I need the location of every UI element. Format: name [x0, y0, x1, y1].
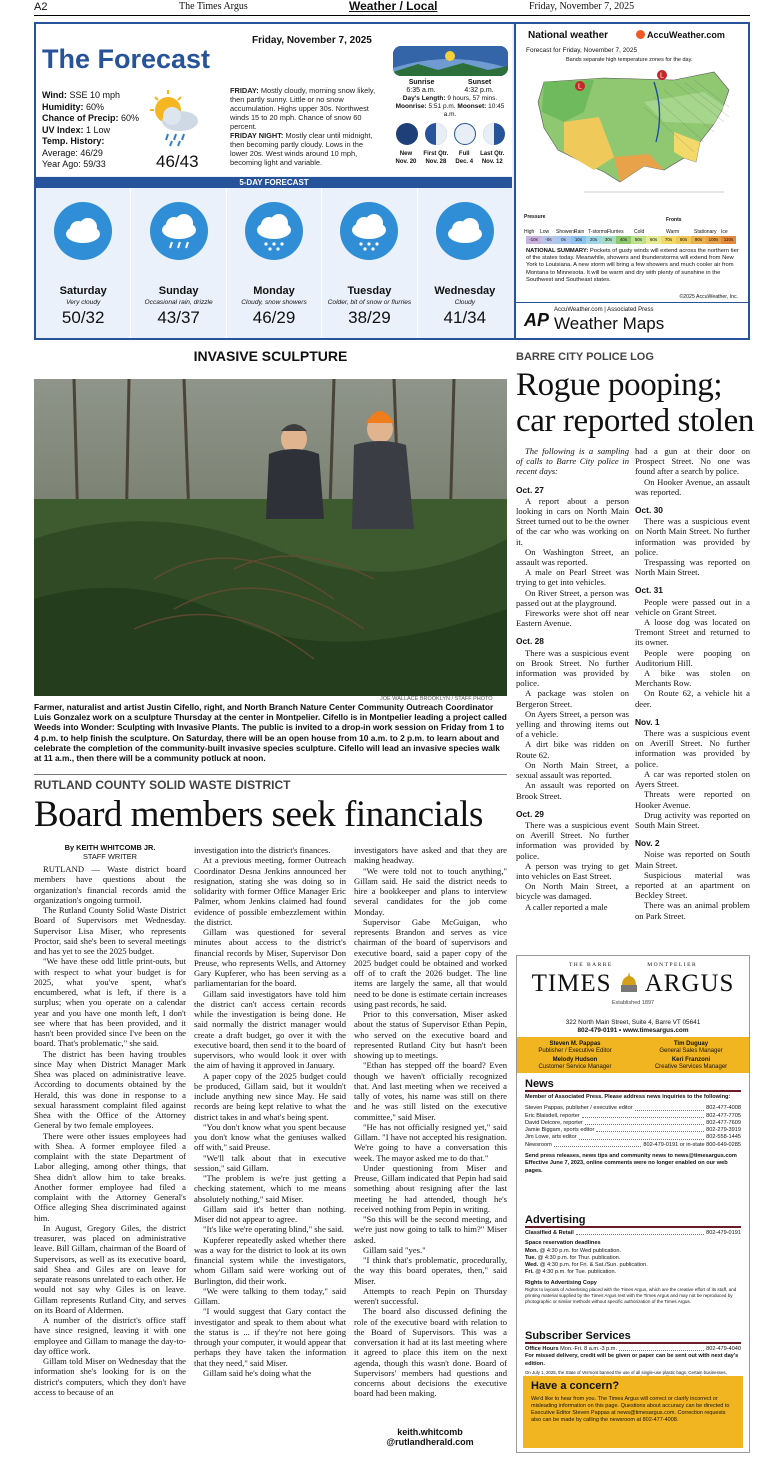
national-title: National weather	[528, 30, 609, 41]
deadline-row: Tue. @ 4:30 p.m. for Thur. publication.	[525, 1254, 621, 1261]
paper-name: The Times Argus	[179, 1, 248, 12]
day-temps: 38/29	[348, 308, 391, 327]
svg-text:L: L	[578, 83, 582, 91]
moon-phase-full: Full Dec. 4	[455, 151, 474, 165]
temperature-scale: -10s -0s 0s 10s 20s 30s 40s 50s 60s 70s 80s 90s 100s 110s	[526, 236, 736, 244]
day-length: Day's Length: 9 hours, 57 mins.	[402, 95, 498, 102]
police-intro: The following is a sampling of calls to Barre City police in recent days:	[516, 446, 629, 477]
police-column-1: The following is a sampling of calls to Barre City police in recent days: Oct. 27 A report about a person looking in cars on North Main Street turned out to be the owner of the car who was working on it. On Washington Street, an assault was reported. A male on Pearl Street was trying to get into vehicles. On River Street, a person was passed out at the playground. Fireworks were shot off near Eastern Avenue. Oct. 28 There was a suspicious event on Brook Street. No further information was provided by police. A package was stolen on Bergeron Street. On Ayers Street, a person was yelling and throwing items out of a vehicle. A dirt bike was ridden on Route 62. On North Main Street, a sexual assault was reported. An assault was reported on Brook Street. Oct. 29 There was a suspicious event on Averill Street. No further information was provided by police. A person was trying to get into vehicles on East Street. On North Main Street, a bicycle was damaged. A caller reported a male	[516, 446, 629, 912]
precip-showers: Showers	[556, 229, 576, 235]
contact-row: David Delcore, reporter 802-477-7609	[525, 1119, 741, 1126]
sunrise-time: 6:35 a.m.	[406, 87, 436, 94]
pressure-high: High	[524, 229, 535, 235]
board-column-2: investigation into the district's finances. At a previous meeting, former Outreach Coordinator Desna Jenkins announced her resignation, stating she was doing so in solidarity with former Office Manager Eric Palmer, whom Jenkins claimed had found evidence of possible embezzlement within the district. Gillam was questioned for several minutes about access to the district's financial records by Miser, Supervisor Don Preuse, who represents Wells, and Attorney Gary Kupferer, who has been serving as a parliamentarian for the board. Gillam said investigators have told him the district can't access certain records while the investigation is being done. He said normally the district manager would create a draft budget, go over it with the executive board, then send it to the board of supervisors, who would look it over with the aim of having it approved in January. A paper copy of the 2025 budget could be produced, Gillam said, but it wouldn't include anything new since May. He said records are being kept relative to what the district takes in and what's being spent. "You don't know what you spent because you don't know what the geniuses walked off with," said Preuse. "We'll talk about that in executive session," said Gillam. "The problem is we're just getting a checking statement, which to me means absolutely nothing," said Miser. Gillam said it's better than nothing. Miser did not appear to agree. "It's like we're operating blind," she said. Kupferer repeatedly asked whether there was a way for the district to look at its own financial system while the investigators, whom Gillam said were working out of Burlington, did their work. "We were talking to them today," said Gillam. "I would suggest that Gary contact the investigator and speak to them about what the status is ... if they're not here going through your computer, it would appear that perhaps they have taken the information that they need," said Miser. Gillam said he's doing what the	[194, 845, 346, 1378]
precip-flurries: Flurries	[607, 229, 624, 235]
section-divider	[34, 774, 507, 775]
national-subtitle: Bands separate high temperature zones for the day.	[566, 57, 693, 63]
national-date: Forecast for Friday, November 7, 2025	[526, 47, 638, 54]
concern-title: Have a concern?	[531, 1380, 620, 1392]
sunset-label: Sunset	[467, 79, 492, 86]
contact-row: Jim Lowe, arts editor 802-558-1445	[525, 1134, 741, 1141]
precip-tstorms: T-storms	[588, 229, 608, 235]
police-kicker: BARRE CITY POLICE LOG	[516, 351, 654, 363]
contact-row: Classified & Retail 802-479-0191	[525, 1230, 741, 1236]
day-desc: Cloudy	[454, 299, 476, 306]
board-kicker: RUTLAND COUNTY SOLID WASTE DISTRICT	[34, 778, 291, 792]
day-forecast	[131, 188, 226, 338]
board-headline: Board members seek financials	[34, 794, 483, 835]
weather-stats	[42, 90, 152, 171]
concern-text: We'd like to hear from you. The Times Argus will correct or clarify incorrect or misleading information on this page. Questions about accuracy can be directed to Executive Editor Steven Pappas at news@timesargus.com. Correction requests also can be made by calling the newsroom at 802-477-4008.	[531, 1396, 730, 1423]
stat-uv: UV Index: 1 Low	[42, 124, 111, 135]
masthead-barre: THE BARRE	[568, 962, 613, 968]
day-forecast	[418, 188, 512, 338]
accuweather-brand: AccuWeather.com	[636, 30, 725, 40]
board-column-3: investigators have asked and that they are making headway. "We were told not to touch anything," Gillam said. He said the district needs to hire a bookkeeper and plans to interview several candidates for the job come Monday. Supervisor Gabe McGuigan, who represents Brandon and serves as vice chairman of the board of supervisors and executive board, said a paper copy of the 2025 budget could be obtained and worked off of to craft the 2026 budget. The line items are largely the same, all that would need to be done is estimate certain increases using past records, he said. Prior to this conversation, Miser asked about the status of Supervisor Ethan Pepin, who served on the executive board and represented Rutland City but hasn't been showing up to meetings. "Ethan has stepped off the board? Even though we haven't officially recognized that. And last meeting when we received a tally of votes, his name was still on there and he was still listed on the executive committee," said Miser. "He has not officially resigned yet," said Gillam. "I have not accepted his resignation. We're going to have a conversation this week. The mayor asked me to do that." Under questioning from Miser and Preuse, Gillam indicated that Pepin had said something about resigning after the last meeting he had attended, though he's received nothing from Pepin in writing. "So this will be the second meeting, and we're just now going to talk to him?" Miser asked. Gillam said "yes." "I think that's problematic, procedurally, the way this board operates, then," said Miser. Attempts to reach Pepin on Thursday weren't successful. The board also discussed defining the role of the executive board with relation to the Board of Supervisors. This was a conversation it had at its last meeting where it agreed to place this item on the next agenda, though this wasn't done. Board of Supervisors' members had questions and concerns about decisions the executive board had been making.	[354, 845, 507, 1399]
page-number: A2	[34, 1, 48, 13]
photo-credit: JOE WALLACE BROOKLYN / STAFF PHOTO	[380, 696, 493, 702]
stat-average: Average: 46/29	[42, 147, 103, 158]
day-forecast	[227, 188, 322, 338]
masthead-logo	[517, 956, 749, 1016]
deadline-row: Fri. @ 4:30 p.m. for Tue. publication.	[525, 1269, 617, 1276]
ap-logo: AP	[524, 310, 550, 330]
staff-member: Keri Franzoni Creative Services Manager	[654, 1057, 728, 1071]
day-name: Saturday	[59, 285, 107, 297]
sculpture-photo	[34, 379, 507, 696]
contact-row: Office Hours Mon.-Fri. 8 a.m.-3 p.m. 802-479-4040	[525, 1346, 741, 1352]
front-cold: Cold	[634, 229, 645, 235]
weather-panel	[34, 22, 750, 340]
accuweather-copyright: ©2025 AccuWeather, Inc.	[679, 294, 738, 300]
contact-row: Jamie Biggam, sports editor 802-279-3919	[525, 1127, 741, 1134]
contact-row: Newsroom 802-479-0191 or in-state 800-649-0285	[525, 1141, 741, 1148]
day-temps: 41/34	[443, 308, 487, 327]
pressure-label: Pressure	[524, 214, 546, 220]
snow-cloud-icon	[245, 202, 303, 260]
today-forecast	[36, 24, 512, 176]
rain-cloud-icon	[150, 202, 208, 260]
accuweather-logo-icon	[636, 30, 645, 39]
sun-rain-icon	[144, 88, 204, 148]
last-quarter-moon-icon	[483, 123, 505, 145]
national-summary: NATIONAL SUMMARY: Pockets of gusty winds will extend across the northern tier of the states today. Meanwhile, showers and thunderstorms will extend from New York to Louisiana. A new storm will bring a few showers and much cooler air from Montana to Minnesota. It will be warm and dry with plenty of sunshine in the Southwest and Southeast states.	[526, 248, 739, 283]
local-forecast	[36, 24, 512, 338]
sculpture-kicker: INVASIVE SCULPTURE	[193, 348, 348, 364]
issue-date: Friday, November 7, 2025	[529, 1, 635, 12]
police-headline: Rogue pooping; car reported stolen	[516, 367, 754, 439]
full-moon-icon	[454, 123, 476, 145]
masthead-argus: ARGUS	[644, 970, 735, 997]
byline: By KEITH WHITCOMB JR. STAFF WRITER	[64, 843, 156, 861]
stat-precip: Chance of Precip: 60%	[42, 113, 140, 123]
day-forecast	[322, 188, 417, 338]
cloud-icon	[54, 202, 112, 260]
stat-wind: Wind: SSE 10 mph	[42, 90, 120, 100]
section-name: Weather / Local	[349, 0, 438, 13]
concern-box	[523, 1376, 743, 1448]
moon-times: Moonrise: 5:51 p.m. Moonset: 10:45 a.m.	[395, 103, 505, 118]
five-day-forecast	[36, 188, 512, 338]
moon-phase-first: First Qtr. Nov. 28	[423, 151, 449, 165]
staff-member: Steven M. Pappas Publisher / Executive Editor	[538, 1041, 612, 1055]
sunrise-sunset-graphic	[393, 46, 508, 76]
fronts-label: Fronts	[666, 217, 682, 223]
five-day-label: 5-DAY FORECAST	[36, 177, 512, 188]
cloud-icon	[436, 202, 494, 260]
masthead-times: TIMES	[531, 970, 612, 997]
sun-moon-times	[392, 79, 508, 119]
staff-box	[517, 1037, 749, 1073]
moon-phase-last: Last Qtr. Nov. 12	[480, 151, 505, 165]
snow-cloud-icon	[340, 202, 398, 260]
weather-maps-label: Weather Maps	[554, 314, 665, 333]
sunset-time: 4:32 p.m.	[464, 87, 494, 94]
precip-rain: Rain	[574, 229, 585, 235]
forecast-date: Friday, November 7, 2025	[252, 35, 372, 46]
masthead-montpelier: MONTPELIER	[647, 962, 698, 968]
board-column-1: RUTLAND — Waste district board members have questions about the organization's financial records amid the organization's ongoing turmoil. The Rutland County Solid Waste District Board of Supervisors met Wednesday. Supervisor Lisa Miser, who represents Proctor, said she's been to several meetings and has yet to see the 2025 budget. "We have these odd little print-outs, but with respect to what your budget is for 2025, what you've spent, what's encumbered, what is left, if there is a surplus; when you operate on a calendar year and you have one month left, I don't see where that has been provided, and it hasn't been provided since I've been on the board. That's problematic," she said. The district has been having troubles since May when District Manager Mark Shea was placed on administrative leave. According to documents obtained by the Herald, this was done in response to a sexual harassment complaint filed against Shea with the Office of the Attorney General by two female employees. There were other issues employees had with Shea. A former employee filed a complaint with the state Department of Labor alleging, among other things, that Shea didn't allow him to take breaks. Another former employee had filed a complaint with the Attorney General's Office alleging Shea discriminated against him. In August, Gregory Giles, the district treasurer, was placed on administrative leave. Bill Gillam, chairman of the Board of Supervisors, as well as its executive board, said Shea and Giles are on leave for separate reasons unrelated to each other. He would not say why Giles is on leave. Gillam represents Rutland City, and serves on its Board of Aldermen. A number of the district's office staff have since resigned, leaving it with one employee and Gillam to manage the day-to-day office work. Gillam told Miser on Wednesday that the information she's looking for is on the district's computers, which they don't have access to because of an	[34, 864, 187, 1397]
ap-line: AccuWeather.com | Associated Press	[554, 307, 654, 313]
day-name: Monday	[253, 285, 295, 297]
photo-caption: Farmer, naturalist and artist Justin Cifello, right, and North Branch Nature Center Community Outreach Coordinator Luis Gonzalez work on a sculpture Thursday at the center in Montpelier. Cifello is in Montpelier leading a project called Weeds into Wonder: Sculpting with Invasive Plants. The public is invited to a drop-in work session on Friday from 1 to 4 p.m. to help finish the sculpture. On Saturday, there will be an open house from 10 a.m. to 2 p.m. to learn about and celebrate the completion of the community-built invasive species sculpture. Cifello will lead an invasive species walk at 11 a.m., then there will be a community potluck at noon.	[34, 702, 507, 764]
contact-row: Steven Pappas, publisher / executive editor 802-477-4008	[525, 1105, 741, 1112]
national-weather	[514, 24, 748, 338]
subscriber-section-title: Subscriber Services	[525, 1330, 741, 1344]
first-quarter-moon-icon	[425, 123, 447, 145]
moon-phase-labels	[392, 151, 508, 166]
police-column-2: had a gun at their door on Prospect Street. No one was found after a search by police. On Hooker Avenue, an assault was reported. Oct. 30 There was a suspicious event on North Main Street. No further information was provided by police. Trespassing was reported on North Main Street. Oct. 31 People were passed out in a vehicle on Grant Street. A loose dog was located on Tremont Street and returned to its owner. People were pooping on Auditorium Hill. A bike was stolen on Merchants Row. On Route 62, a vehicle hit a deer. Nov. 1 There was a suspicious event on Averill Street. No further information was provided by police. A car was reported stolen on Ayers Street. Threats were reported on Hooker Avenue. Drug activity was reported on South Main Street. Nov. 2 Noise was reported on South Main Street. Suspicious material was reported at an apartment on Beckley Street. There was an animal problem on Park Street.	[635, 446, 750, 921]
masthead-box	[516, 955, 750, 1453]
moon-phase-new: New Nov. 20	[395, 151, 417, 165]
day-temps: 50/32	[61, 308, 105, 327]
front-warm: Warm	[666, 229, 680, 235]
ap-weather-maps-banner	[516, 302, 748, 338]
day-temps: 43/37	[157, 308, 200, 327]
day-name: Sunday	[158, 285, 199, 297]
deadline-row: Wed. @ 4:30 p.m. for Fri. & Sat./Sun. publication.	[525, 1262, 648, 1269]
contact-row: Eric Blaisdell, reporter 802-477-7705	[525, 1112, 741, 1119]
day-forecast	[36, 188, 131, 338]
news-section-title: News	[525, 1078, 741, 1092]
sunrise-label: Sunrise	[408, 79, 435, 86]
today-temps: 46/43	[156, 152, 199, 171]
subscriber-info: Office Hours Mon.-Fri. 8 a.m.-3 p.m. 802-479-4040 For missed delivery, credit will be given or paper can be sent out with next day's edition. On July 1, 2025, the State of Vermont banned the use of all single-use plastic bags. Certain businesses,	[525, 1346, 741, 1375]
front-stationary: Stationary	[694, 229, 717, 235]
day-desc: Colder, bit of snow or flurries	[327, 299, 412, 306]
new-moon-icon	[396, 123, 418, 145]
forecast-text: FRIDAY: Mostly cloudy, morning snow likely, then partly sunny. Little or no snow accumulation. Highs upper 30s. Northwest winds 15 to 20 mph. Chance of snow 60 percent. FRIDAY NIGHT: Mostly clear until midnight, then becoming partly cloudy. Lows in the lower 20s. West winds around 10 mph, becoming light and variable.	[230, 86, 376, 167]
masthead-address: 322 North Main Street, Suite 4, Barre VT 05641 802-479-0191 • www.timesargus.com	[565, 1019, 701, 1035]
staff-member: Tim Duguay General Sales Manager	[659, 1041, 723, 1055]
day-name: Wednesday	[434, 285, 496, 297]
precip-ice: Ice	[721, 229, 728, 235]
advertising-section-title: Advertising	[525, 1214, 741, 1228]
day-desc: Cloudy, snow showers	[241, 299, 307, 306]
forecast-title: The Forecast	[42, 44, 211, 74]
stat-humidity: Humidity: 60%	[42, 101, 105, 112]
author-signature: keith.whitcomb @rutlandherald.com	[386, 1427, 474, 1447]
advertising-info: Classified & Retail 802-479-0191 Space reservation deadlines Mon. @ 4:30 p.m. for Wed publication. Tue. @ 4:30 p.m. for Thur. publication. Wed. @ 4:30 p.m. for Fri. & Sat./Sun. publication. Fri. @ 4:30 p.m. for Tue. publication. Rights to Advertising Copy Rights to layouts of Advertising placed with the Times Argus, which are the creative effort of its staff, and printing material supplied by the Times Argus rest with the Times Argus and may not be reproduced by photographic or similar methods without specific authorization of the Times Argus.	[525, 1230, 741, 1305]
page-header	[34, 0, 750, 16]
us-weather-map	[524, 62, 746, 202]
deadline-row: Mon. @ 4:30 p.m. for Wed publication.	[525, 1247, 622, 1254]
day-desc: Very cloudy	[66, 299, 101, 306]
day-temps: 46/29	[252, 308, 296, 327]
news-contacts: Member of Associated Press. Please address news inquiries to the following: Steven Pappas, publisher / executive editor 802-477-4008 Eric Blaisdell, reporter 802-477-7705 David Delcore, reporter 802-477-7609 Jamie Biggam, sports editor 802-279-3919 Jim Lowe, arts editor 802-558-1445 Newsroom 802-479-0191 or in-state 800-649-0285 Send press releases, news tips and community news to news@timesargus.com Effective June 7, 2023, online comments were no longer enabled on our web pages.	[525, 1094, 741, 1174]
svg-text:L: L	[660, 72, 664, 80]
stat-year-ago: Year Ago: 59/33	[42, 159, 106, 169]
established: Established 1897	[611, 1000, 655, 1006]
pressure-low: Low	[540, 229, 550, 235]
capitol-dome-icon	[619, 971, 639, 993]
staff-member: Melody Hudson Customer Service Manager	[538, 1057, 612, 1071]
day-desc: Occasional rain, drizzle	[144, 299, 213, 306]
stat-history: Temp. History:	[42, 136, 105, 146]
moon-phases	[392, 123, 508, 149]
day-name: Tuesday	[347, 285, 392, 297]
